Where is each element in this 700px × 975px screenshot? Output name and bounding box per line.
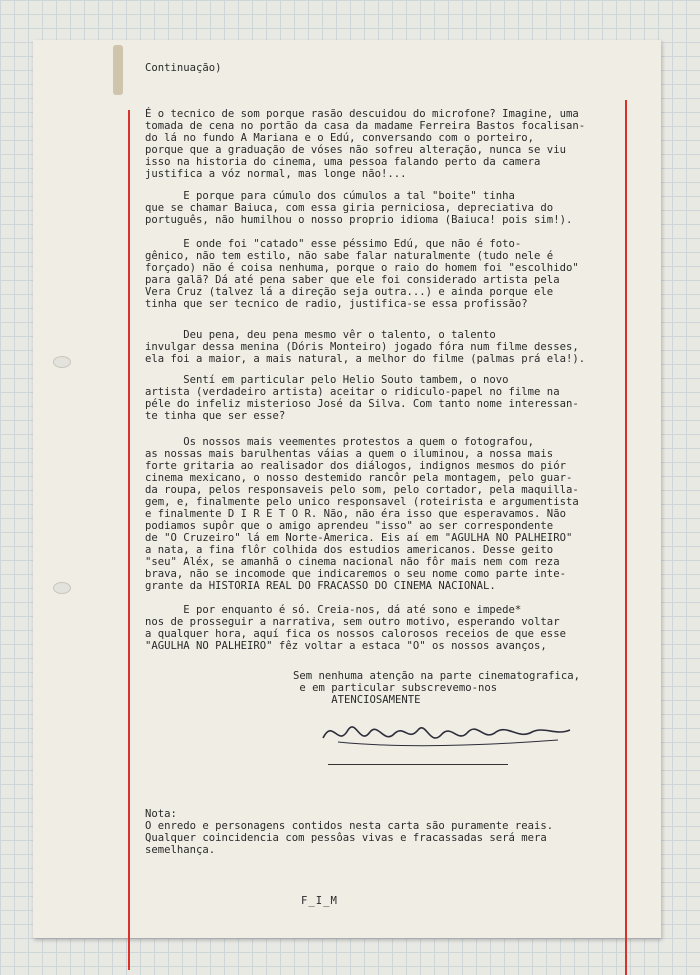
page-heading: Continuação) — [145, 62, 222, 74]
paragraph-6: Os nossos mais veementes protestos a quem o fotografou, as nossas mais barulhentas váias a quem o iluminou, a nossa mais forte gritaria ao realisador dos diálogos, indignos mesmos do piór cinema mexicano, o nosso destemido rancôr pela montagem, pelo guar- da roupa, pelos responsaveis pelo som, pelo cortador, pela maquilla- gem, e, finalmente pelo unico responsavel (roteirista e argumentista e finalmente D I R E T O R. Não, não éra isso que esperavamos. Não podiamos supôr que o amigo aprendeu "isso" ao ser correspondente de "O Cruzeiro" lá em Norte-America. Eis aí em "AGULHA NO PALHEIRO" a nata, a fina flôr colhida dos estudios americanos. Desse geito "seu" Aléx, se amanhã o cinema nacional não fôr mais nem com reza brava, não se incomode que indicaremos o seu nome como parte inte- grante da HISTORIA REAL DO FRACASSO DO CINEMA NACIONAL. — [145, 436, 579, 592]
left-margin-line — [128, 110, 130, 970]
paragraph-1: É o tecnico de som porque rasão descuidou do microfone? Imagine, uma tomada de cena no portão da casa da madame Ferreira Bastos focalisan- do lá no fundo A Mariana e o Edú, conversando com o porteiro, porque que a graduação de vóses não sofreu alteração, nunca se viu isso na historia do cinema, uma pessoa falando perto da camera justifica a vóz normal, mas longe não!... — [145, 108, 586, 180]
handwritten-signature — [318, 708, 578, 758]
paragraph-5: Sentí em particular pelo Helio Souto tambem, o novo artista (verdadeiro artista) aceitar o ridiculo-papel no filme na péle do infeliz misterioso José da Silva. Com tanto nome interessan- te tinha que ser esse? — [145, 374, 579, 422]
punch-hole-upper — [53, 356, 71, 368]
footnote: Nota: O enredo e personagens contidos nesta carta são puramente reais. Qualquer coincidencia com pessôas vivas e fracassadas será mera semelhança. — [145, 808, 554, 856]
letter-sheet — [33, 40, 661, 938]
end-mark: F_I_M — [301, 895, 338, 907]
closing-block: Sem nenhuma atenção na parte cinematografica, e em particular subscrevemo-nos ATENCIOSAMENTE — [293, 670, 581, 706]
right-margin-line — [625, 100, 627, 975]
paragraph-3: E onde foi "catado" esse péssimo Edú, que não é foto- gênico, não tem estilo, não sabe falar naturalmente (tudo nele é forçado) não é coisa nenhuma, porque o raio do homem foi "escolhido" para galã? Dá até pena saber que ele foi considerado artista pela Vera Cruz (talvez lá a direção seja outra...) e ainda porque ele tinha que ser tecnico de radio, justifica-se essa profissão? — [145, 238, 579, 310]
punch-hole-lower — [53, 582, 71, 594]
paragraph-4: Deu pena, deu pena mesmo vêr o talento, o talento invulgar dessa menina (Dóris Monteiro) jogado fóra num filme desses, ela foi a maior, a mais natural, a melhor do filme (palmas prá ela!). — [145, 329, 586, 365]
paragraph-7: E por enquanto é só. Creia-nos, dá até sono e impede* nos de prosseguir a narrativa, sem outro motivo, esperando voltar a qualquer hora, aquí fica os nossos calorosos receios de que esse "AGULHA NO PALHEIRO" fêz voltar a estaca "O" os nossos avanços, — [145, 604, 566, 652]
paragraph-2: E porque para cúmulo dos cúmulos a tal "boite" tinha que se chamar Baiuca, com essa giria perniciosa, depreciativa do português, não humilhou o nosso proprio idioma (Baiuca! pois sim!). — [145, 190, 573, 226]
paper-stain — [113, 45, 123, 95]
signature-line — [328, 764, 508, 765]
